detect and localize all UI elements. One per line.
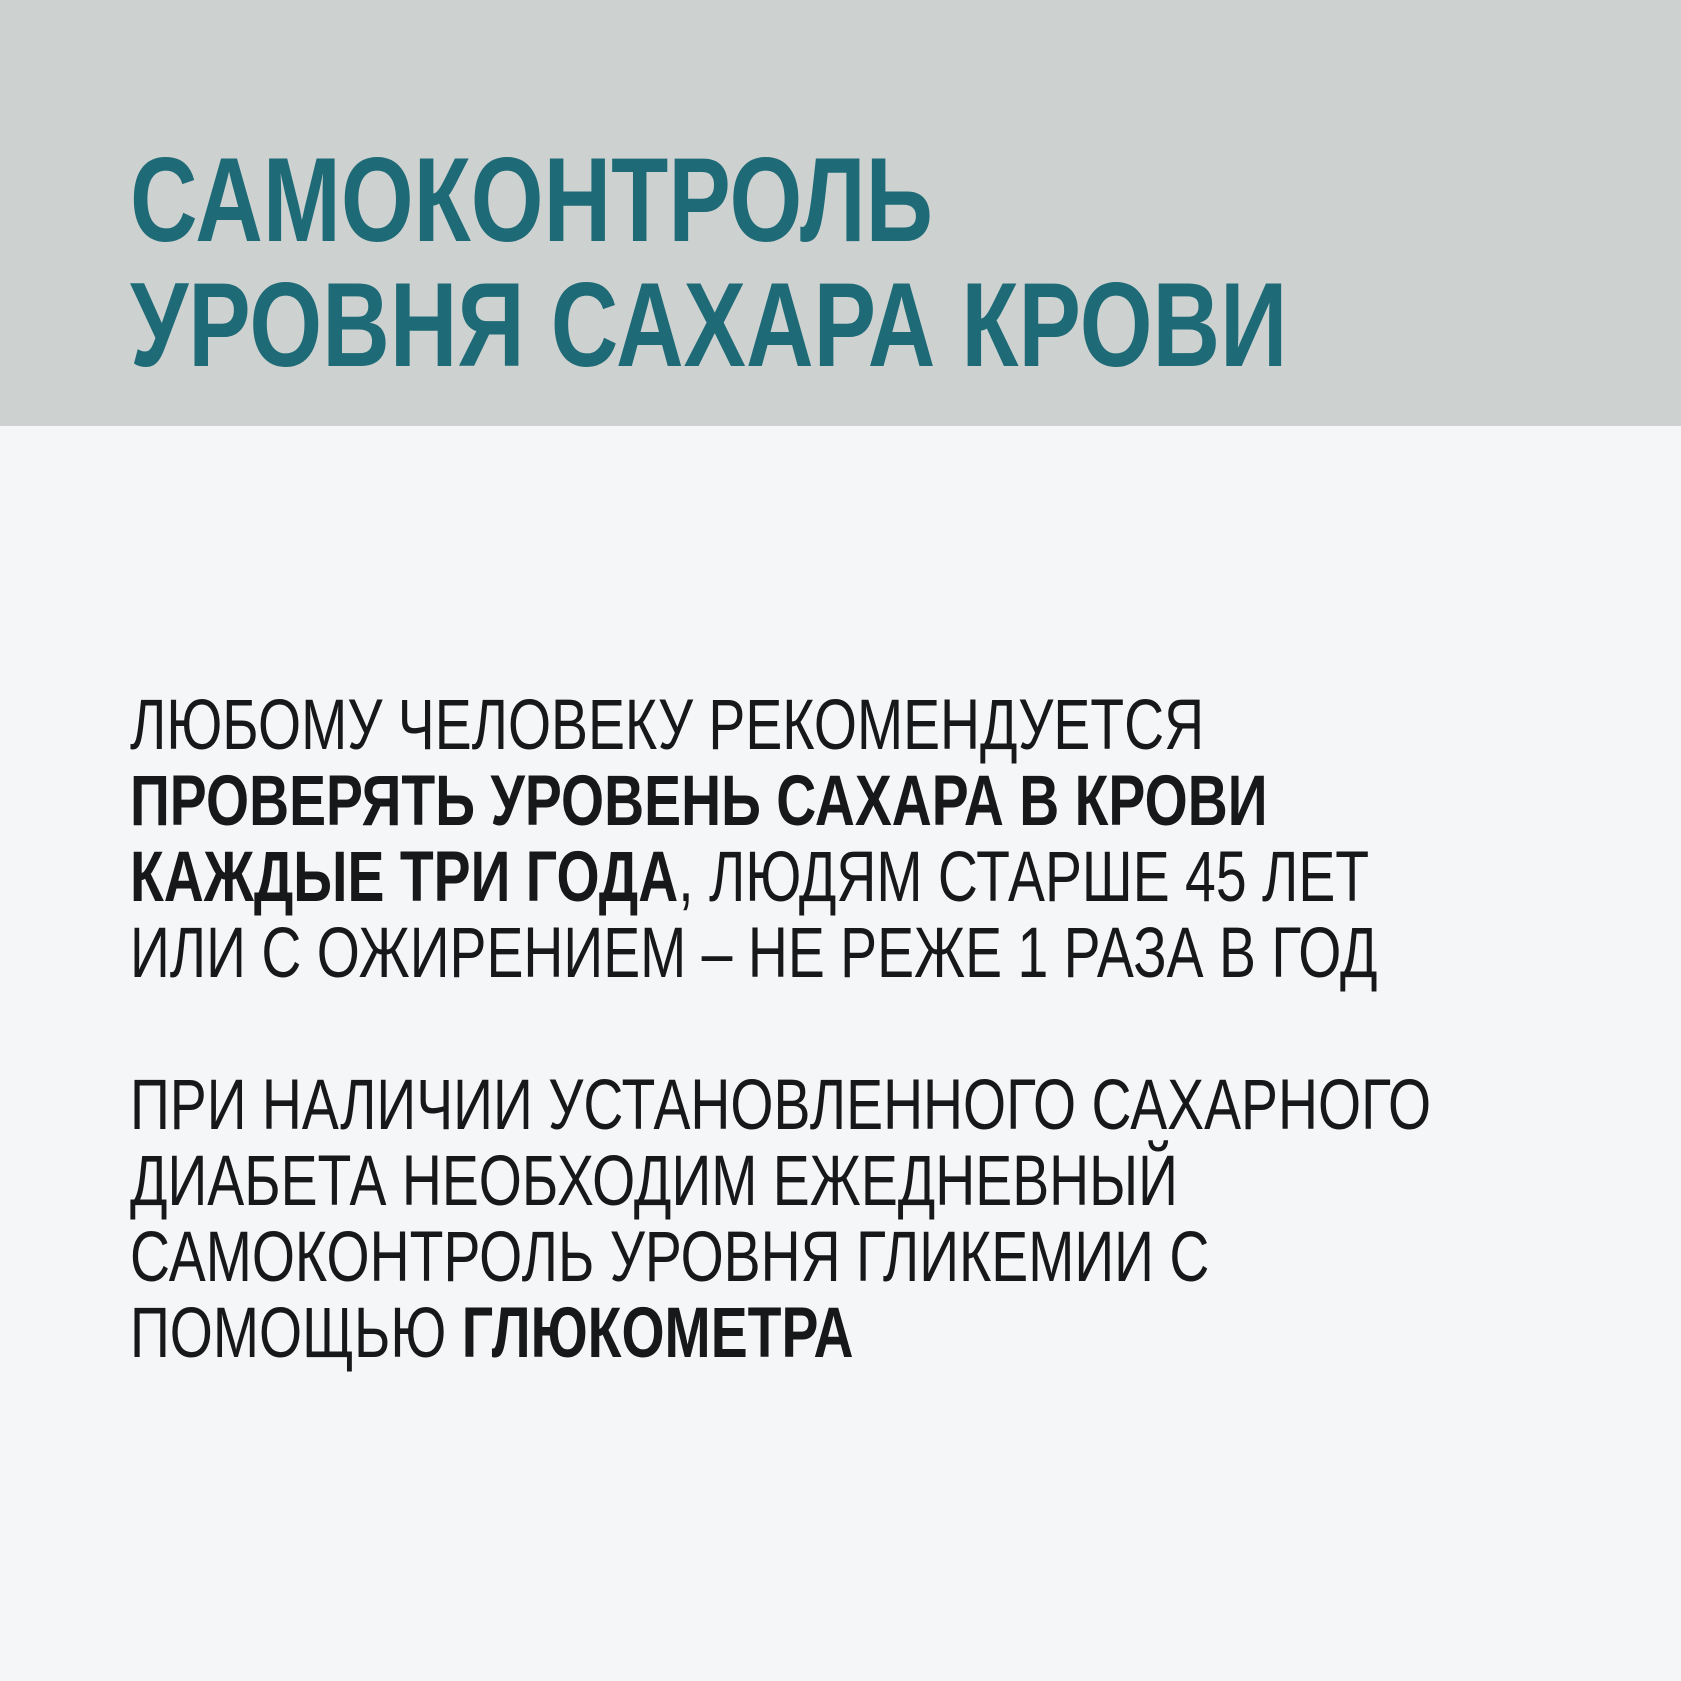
page-title xyxy=(130,133,1288,392)
text-segment: ЛЮБОМУ ЧЕЛОВЕКУ РЕКОМЕНДУЕТСЯ xyxy=(130,686,1205,765)
text-segment-bold: КАЖДЫЕ ТРИ ГОДА xyxy=(130,838,679,917)
text-line xyxy=(130,1068,1431,1144)
page-title-line-2: УРОВНЯ САХАРА КРОВИ xyxy=(130,258,1288,392)
text-line xyxy=(130,764,1378,840)
text-line xyxy=(130,916,1378,992)
text-line xyxy=(130,1296,1431,1372)
text-segment: , ЛЮДЯМ СТАРШЕ 45 ЛЕТ xyxy=(678,838,1370,917)
paragraph-diabetes-selfcontrol xyxy=(130,1068,1431,1372)
page-title-line-1: САМОКОНТРОЛЬ xyxy=(130,133,933,267)
text-segment-bold: ПРОВЕРЯТЬ УРОВЕНЬ САХАРА В КРОВИ xyxy=(130,762,1268,841)
paragraph-screening-recommendation xyxy=(130,688,1378,992)
text-segment: ДИАБЕТА НЕОБХОДИМ ЕЖЕДНЕВНЫЙ xyxy=(130,1142,1178,1221)
text-segment: САМОКОНТРОЛЬ УРОВНЯ ГЛИКЕМИИ С xyxy=(130,1218,1210,1297)
text-line xyxy=(130,1144,1431,1220)
text-segment: ПРИ НАЛИЧИИ УСТАНОВЛЕННОГО САХАРНОГО xyxy=(130,1066,1432,1145)
text-line xyxy=(130,688,1378,764)
header-band xyxy=(0,0,1681,426)
text-segment: ИЛИ С ОЖИРЕНИЕМ – НЕ РЕЖЕ 1 РАЗА В ГОД xyxy=(130,914,1378,993)
text-segment: ПОМОЩЬЮ xyxy=(130,1294,462,1373)
text-segment-bold: ГЛЮКОМЕТРА xyxy=(461,1294,854,1373)
text-line xyxy=(130,840,1378,916)
text-line xyxy=(130,1220,1431,1296)
